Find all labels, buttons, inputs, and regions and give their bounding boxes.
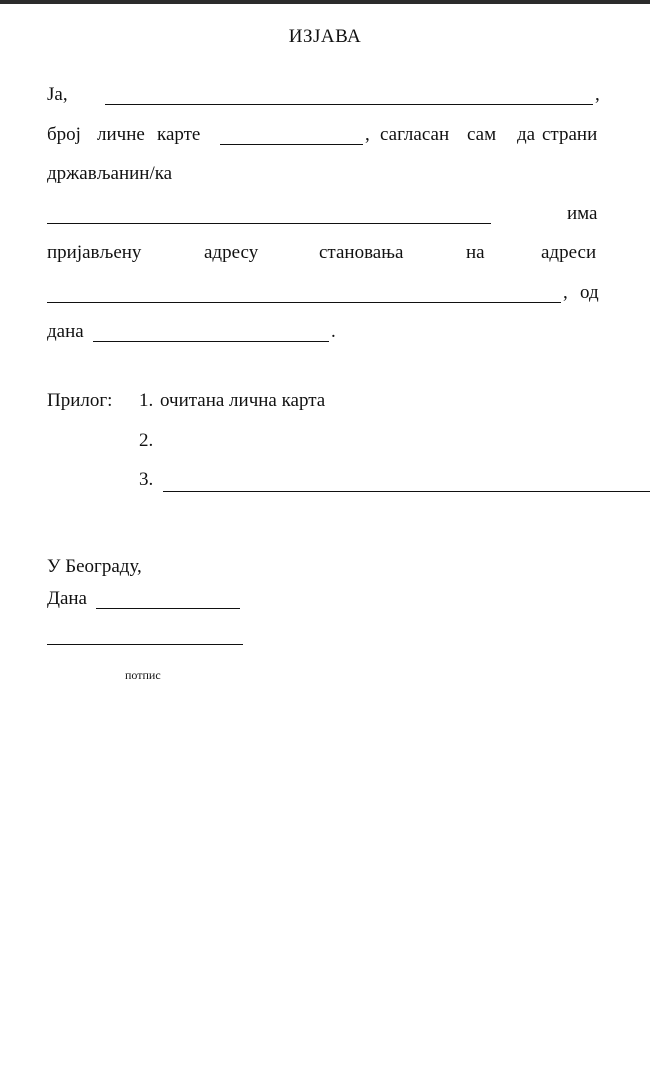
line2-comma: , <box>365 124 370 145</box>
attachment-1-number: 1. <box>139 390 154 411</box>
signature-label: потпис <box>125 668 161 682</box>
signing-date-blank[interactable] <box>96 608 240 609</box>
saglasan-text: сагласан <box>380 124 450 145</box>
od-text: од <box>580 282 599 303</box>
karte-text: карте <box>157 124 201 145</box>
attachments-row-1 <box>47 388 603 414</box>
sam-text: сам <box>467 124 497 145</box>
attachments-row-2 <box>47 428 603 454</box>
attachment-3-blank[interactable] <box>163 491 650 492</box>
document-page <box>0 4 650 1080</box>
attachments-row-3 <box>47 467 650 493</box>
address-blank[interactable] <box>47 302 561 303</box>
place-line <box>47 554 603 580</box>
da-text: да <box>517 124 536 145</box>
line1-comma: , <box>595 84 600 105</box>
adresu-text: адресу <box>204 242 259 263</box>
id-card-blank[interactable] <box>220 144 363 145</box>
lichne-text: личне <box>97 124 145 145</box>
dana-text: дана <box>47 321 84 342</box>
line-date <box>47 319 603 345</box>
line-registered-address <box>47 240 603 266</box>
citizen-name-blank[interactable] <box>47 223 491 224</box>
ja-text: Ја, <box>47 84 68 105</box>
line-id-card <box>47 122 603 148</box>
line-address <box>47 280 603 306</box>
signing-date-label: Дана <box>47 588 87 609</box>
line-citizen <box>47 161 603 187</box>
ima-text: има <box>567 203 598 224</box>
attachment-1-text: очитана лична карта <box>160 390 326 411</box>
signing-date-line <box>47 586 603 612</box>
line7-period: . <box>331 321 336 342</box>
document-title: ИЗЈАВА <box>288 26 362 47</box>
strani-text: страни <box>542 124 598 145</box>
adresi-text: адреси <box>541 242 597 263</box>
line-citizen-name <box>47 201 603 227</box>
na-text: на <box>466 242 485 263</box>
attachments-label: Прилог: <box>47 390 113 411</box>
drzavljanin-text: држављанин/ка <box>47 163 173 184</box>
stanovanja-text: становања <box>319 242 404 263</box>
attachment-3-number: 3. <box>139 469 154 490</box>
date-blank[interactable] <box>93 341 329 342</box>
prijavljenu-text: пријављену <box>47 242 142 263</box>
place-text: У Београду, <box>47 556 142 577</box>
attachment-2-number: 2. <box>139 430 154 451</box>
signature-blank[interactable] <box>47 644 243 645</box>
name-blank[interactable] <box>105 104 593 105</box>
line6-comma: , <box>563 282 568 303</box>
line-ja <box>47 82 603 108</box>
broj-text: број <box>47 124 81 145</box>
